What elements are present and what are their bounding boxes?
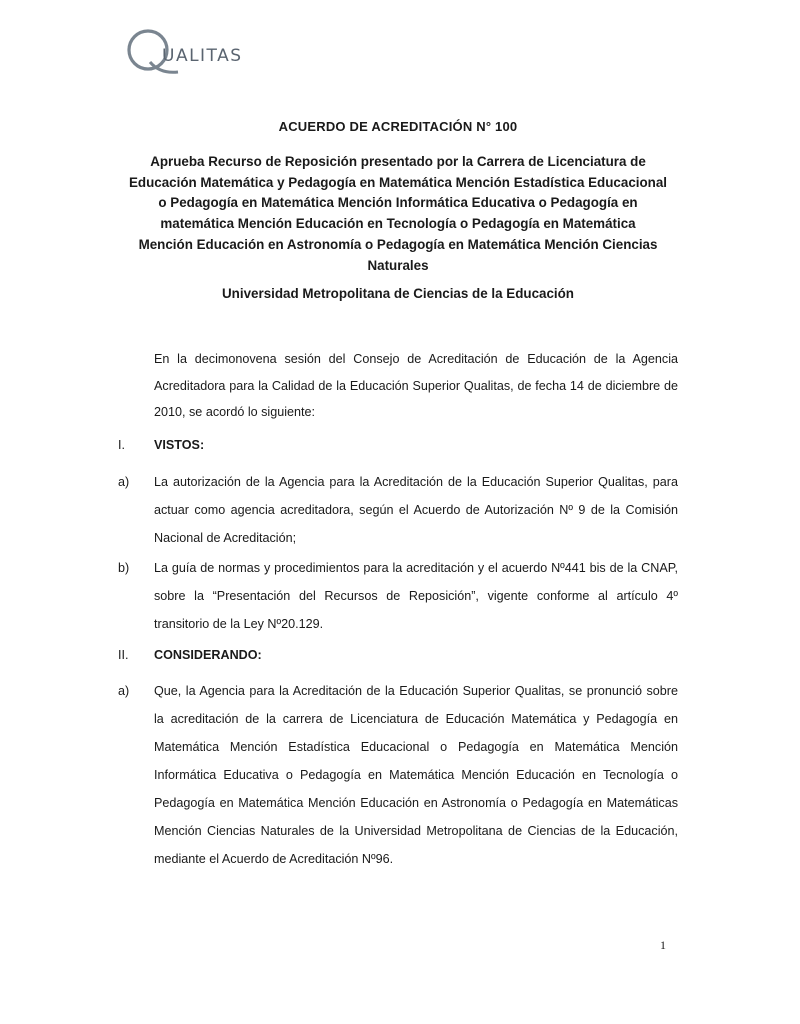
section-number: II.: [118, 648, 129, 662]
section-title: CONSIDERANDO:: [154, 648, 262, 662]
item-letter: a): [118, 684, 130, 698]
subtitle-line: Educación Matemática y Pedagogía en Matemática Mención Estadística Educacional: [128, 174, 668, 190]
section-title: VISTOS:: [154, 438, 205, 452]
subtitle-line: Naturales: [367, 257, 429, 273]
document-subtitle: [118, 152, 678, 276]
subtitle-line: matemática Mención Educación en Tecnología o Pedagogía en Matemática: [160, 216, 636, 232]
subtitle-line: Aprueba Recurso de Reposición presentado por la Carrera de Licenciatura de: [150, 154, 646, 169]
list-item: [118, 468, 678, 552]
section-heading-considerando: [118, 648, 262, 662]
list-item: [118, 677, 678, 873]
item-letter: b): [118, 561, 130, 575]
subtitle-line: o Pedagogía en Matemática Mención Informática Educativa o Pedagogía en: [158, 195, 638, 211]
section-heading-vistos: [118, 438, 204, 452]
item-text: La guía de normas y procedimientos para la acreditación y el acuerdo Nº441 bis de la CNAP, sobre la “Presentación del Recursos de Reposición”, vigente conforme al artículo 4º transitorio de la Ley Nº20.129.: [154, 561, 678, 631]
document-title: ACUERDO DE ACREDITACIÓN N° 100: [278, 119, 518, 134]
item-letter: a): [118, 475, 130, 489]
list-item: [118, 554, 678, 638]
logo-text: UALITAS: [162, 46, 243, 66]
page-number: 1: [660, 938, 666, 952]
university-name: Universidad Metropolitana de Ciencias de la Educación: [222, 286, 574, 301]
section-number: I.: [118, 438, 125, 452]
item-text: Que, la Agencia para la Acreditación de la Educación Superior Qualitas, se pronunció sobre la acreditación de la carrera de Licenciatura de Educación Matemática y Pedagogía en Matemática Mención Estadística Educacional o Pedagogía en Matemática Mención Informática Educativa o Pedagogía en Matemática Mención Educación en Tecnología o Pedagogía en Matemática Mención Educación en Astronomía o Pedagogía en Matemáticas Mención Ciencias Naturales de la Universidad Metropolitana de Ciencias de la Educación, mediante el Acuerdo de Acreditación Nº96.: [154, 684, 678, 866]
subtitle-line: Mención Educación en Astronomía o Pedagogía en Matemática Mención Ciencias: [138, 236, 658, 252]
item-text: La autorización de la Agencia para la Acreditación de la Educación Superior Qualitas, para actuar como agencia acreditadora, según el Acuerdo de Autorización Nº 9 de la Comisión Nacional de Acreditación;: [154, 475, 678, 545]
intro-paragraph: En la decimonovena sesión del Consejo de Acreditación de Educación de la Agencia Acreditadora para la Calidad de la Educación Superior Qualitas, de fecha 14 de diciembre de 2010, se acordó lo siguiente:: [154, 352, 678, 419]
qualitas-logo: [120, 22, 260, 82]
